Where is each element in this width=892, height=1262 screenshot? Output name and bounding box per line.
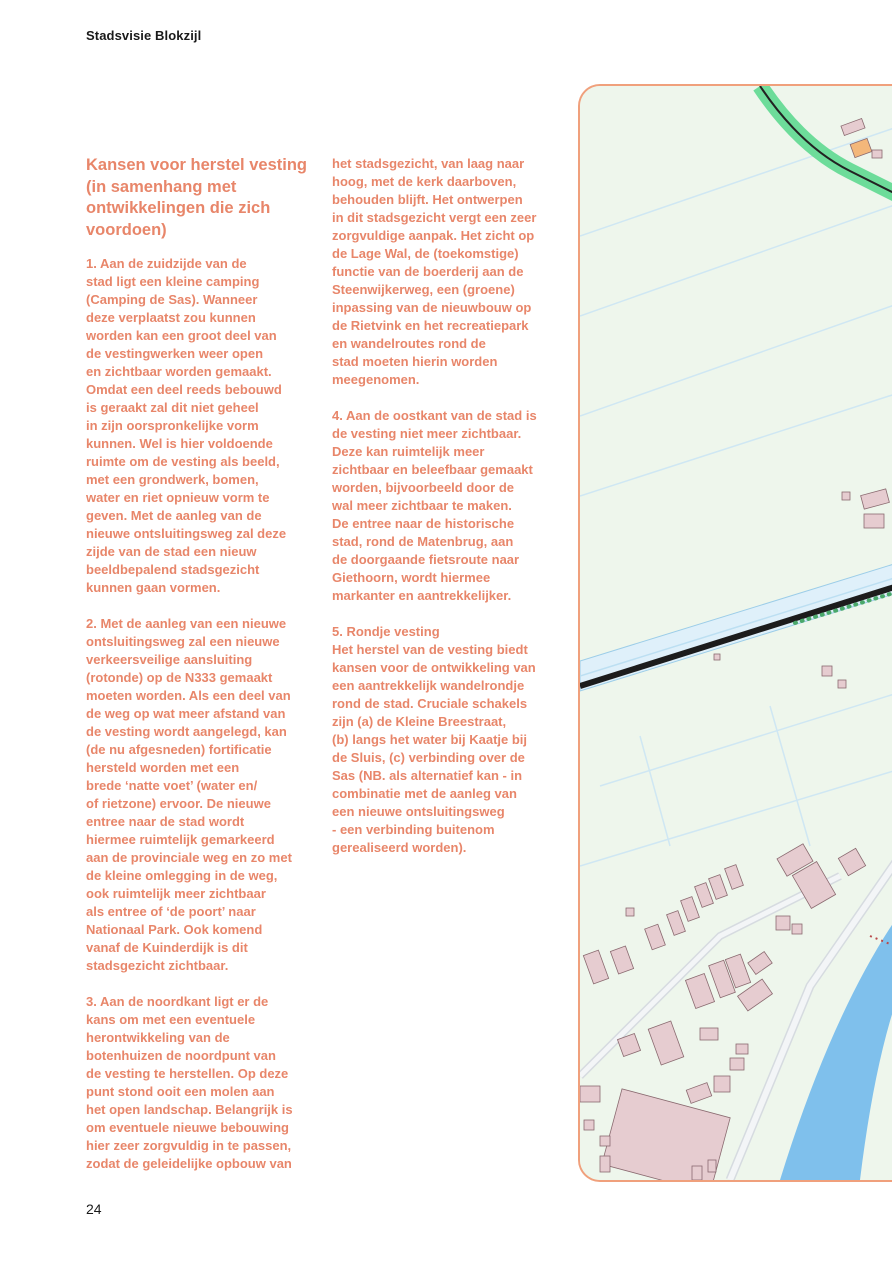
paragraph-1: 1. Aan de zuidzijde van de stad ligt een kleine camping (Camping de Sas). Wanneer deze verplaatst zou kunnen worden kan een groot deel van de vestingwerken weer open en zichtbaar worden gemaakt. Omdat een deel reeds bebouwd is geraakt zal dit niet geheel in zijn oorspronkelijke vorm kunnen. Wel is hier voldoende ruimte om de vesting als beeld, met een grondwerk, bomen, water en riet opnieuw vorm te geven. Met de aanleg van de nieuwe ontsluitingsweg zal deze zijde van de stad een nieuw beeldbepalend stadsgezicht kunnen gaan vormen.: [86, 256, 287, 595]
paragraph-5: 5. Rondje vesting Het herstel van de vesting biedt kansen voor de ontwikkeling van een aantrekkelijk wandelrondje rond de stad. Cruciale schakels zijn (a) de Kleine Breestraat, (b) langs het water bij Kaatje bij de Sluis, (c) verbinding over de Sas (NB. als alternatief kan - in combinatie met de aanleg van een nieuwe ontsluitingsweg - een verbinding buitenom gerealiseerd worden).: [332, 624, 536, 855]
section-title: Kansen voor herstel vesting (in samenhang met ontwikkelingen die zich voordoen): [86, 156, 307, 239]
text-column-right: [332, 155, 570, 875]
map-panel: [578, 84, 892, 1182]
paragraph-3-continued: het stadsgezicht, van laag naar hoog, met de kerk daarboven, behouden blijft. Het ontwerpen in dit stadsgezicht vergt een zeer zorgvuldige aanpak. Het zicht op de Lage Wal, de (toekomstige) functie van de boerderij aan de Steenwijkerweg, een (groene) inpassing van de nieuwbouw op de Rietvink en het recreatiepark en wandelroutes rond de stad moeten hierin worden meegenomen.: [332, 156, 537, 387]
map-illustration: [580, 86, 892, 1180]
paragraph-2: 2. Met de aanleg van een nieuwe ontsluitingsweg zal een nieuwe verkeersveilige aansluiting (rotonde) op de N333 gemaakt moeten worden. Als een deel van de weg op wat meer afstand van de vesting wordt aangelegd, kan (de nu afgesneden) fortificatie hersteld worden met een brede ‘natte voet’ (water en/ of rietzone) ervoor. De nieuwe entree naar de stad wordt hiermee ruimtelijk gemarkeerd aan de provinciale weg en zo met de kleine omlegging in de weg, ook ruimtelijk meer zichtbaar als entree of ‘de poort’ naar Nationaal Park. Ook komend vanaf de Kuinderdijk is dit stadsgezicht zichtbaar.: [86, 616, 292, 973]
document-title: Stadsvisie Blokzijl: [86, 28, 202, 43]
paragraph-3: 3. Aan de noordkant ligt er de kans om met een eventuele herontwikkeling van de botenhuizen de noordpunt van de vesting te herstellen. Op deze punt stond ooit een molen aan het open landschap. Belangrijk is om eventuele nieuwe bebouwing hier zeer zorgvuldig in te passen, zodat de geleidelijke opbouw van: [86, 994, 293, 1171]
page-number: 24: [86, 1201, 102, 1217]
text-column-left: [86, 155, 318, 1191]
paragraph-4: 4. Aan de oostkant van de stad is de vesting niet meer zichtbaar. Deze kan ruimtelijk meer zichtbaar en beleefbaar gemaakt worden, bijvoorbeeld door de wal meer zichtbaar te maken. De entree naar de historische stad, rond de Matenbrug, aan de doorgaande fietsroute naar Giethoorn, wordt hiermee markanter en aantrekkelijker.: [332, 408, 537, 603]
